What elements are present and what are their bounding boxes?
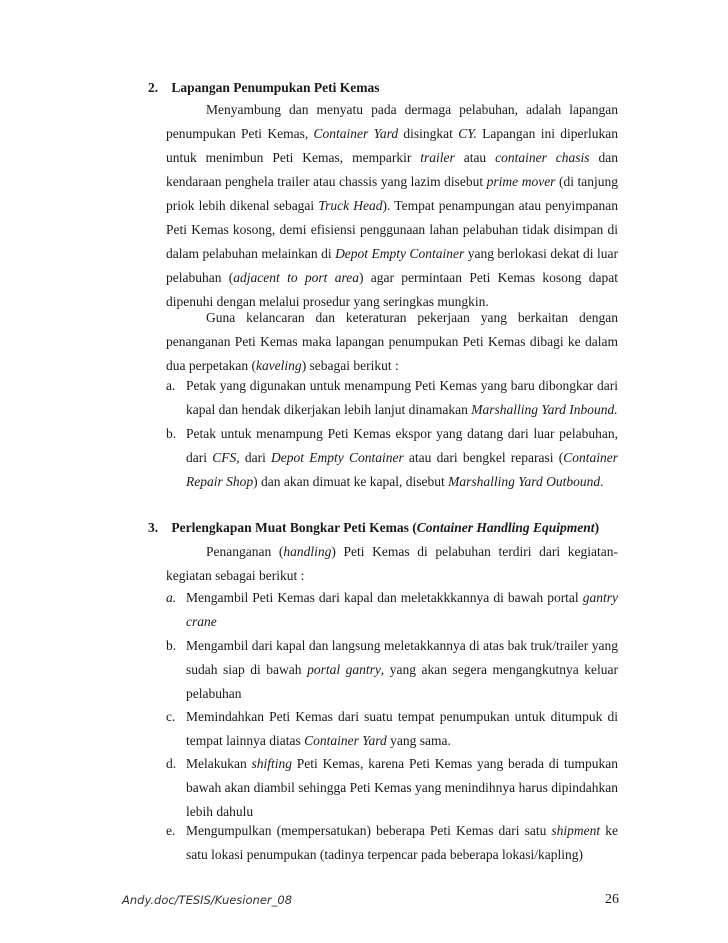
section-3-paragraph-1: Penanganan (handling) Peti Kemas di pelabuhan terdiri dari kegiatan-kegiatan sebagai berikut : [166,544,618,583]
italic-term: Depot Empty Container [335,246,465,261]
section-3-list-item-b [166,634,618,706]
list-item-text: Mengambil Peti Kemas dari kapal dan meletakkkannya di bawah portal gantry crane [186,590,618,629]
italic-term: handling [283,544,332,559]
section-2-heading [148,80,380,96]
italic-term: Marshalling Yard Inbound. [471,402,618,417]
list-item-label: b. [166,638,177,653]
italic-term: portal gantry [307,662,381,677]
list-item-label: d. [166,756,177,771]
section-3-list-item-c [166,705,618,753]
list-item-text: Petak yang digunakan untuk menampung Peti Kemas yang baru dibongkar dari kapal dan hendak dikerjakan lebih lanjut dinamakan Marshalling Yard Inbound. [186,378,618,417]
list-item-label: b. [166,426,177,441]
italic-term: Container Handling Equipment [416,520,595,535]
list-item-label: e. [166,823,176,838]
italic-term: adjacent to port area [233,270,359,285]
section-3-number: 3. [148,520,159,535]
list-item-text: Petak untuk menampung Peti Kemas ekspor yang datang dari luar pelabuhan, dari CFS, dari Depot Empty Container atau dari bengkel reparasi (Container Repair Shop) dan akan dimuat ke kapal, disebut Marshalling Yard Outbound. [186,426,618,489]
italic-term: container chasis [495,150,590,165]
section-3-list-item-a [166,586,618,634]
section-2-number: 2. [148,80,159,95]
section-3-list-item-e [166,819,618,867]
section-3-list-item-d [166,752,618,824]
italic-term: Container Yard [304,733,387,748]
italic-term: Marshalling Yard Outbound [448,474,601,489]
italic-term: prime mover [486,174,556,189]
page-number: 26 [605,892,619,907]
list-item-label: a. [166,590,177,605]
list-item-label: a. [166,378,176,393]
italic-term: kaveling [255,358,302,373]
section-3-title: Perlengkapan Muat Bongkar Peti Kemas (Container Handling Equipment) [171,520,600,535]
list-item-text: Mengumpulkan (mempersatukan) beberapa Peti Kemas dari satu shipment ke satu lokasi penumpukan (tadinya terpencar pada beberapa lokasi/kapling) [186,823,618,862]
section-3-heading [148,520,599,536]
list-item-text: Memindahkan Peti Kemas dari suatu tempat penumpukan untuk ditumpuk di tempat lainnya diatas Container Yard yang sama. [186,709,618,748]
list-item-text: Mengambil dari kapal dan langsung meletakkannya di atas bak truk/trailer yang sudah siap di bawah portal gantry, yang akan segera mengangkutnya keluar pelabuhan [186,638,618,701]
footer-file-path: Andy.doc/TESIS/Kuesioner_08 [122,893,293,907]
italic-term: shipment [551,823,601,838]
italic-term: CFS, [212,450,240,465]
italic-term: Container Repair Shop [186,450,618,489]
italic-term: Depot Empty Container [271,450,404,465]
section-2-list-item-a [166,374,618,422]
section-2-title: Lapangan Penumpukan Peti Kemas [171,80,380,95]
section-2-list-item-b [166,422,618,494]
italic-term: shifting [251,756,293,771]
list-item-label: c. [166,709,176,724]
italic-term: CY. [458,126,477,141]
section-2-paragraph-1: Menyambung dan menyatu pada dermaga pelabuhan, adalah lapangan penumpukan Peti Kemas, Container Yard disingkat CY. Lapangan ini diperlukan untuk menimbun Peti Kemas, memparkir trailer atau container chasis dan kendaraan penghela trailer atau chassis yang lazim disebut prime mover (di tanjung priok lebih dikenal sebagai Truck Head). Tempat penampungan atau penyimpanan Peti Kemas kosong, demi efisiensi penggunaan lahan pelabuhan tidak disimpan di dalam pelabuhan melainkan di Depot Empty Container yang berlokasi dekat di luar pelabuhan (adjacent to port area) agar permintaan Peti Kemas kosong dapat dipenuhi dengan melalui prosedur yang seringkas mungkin. [166,102,619,309]
italic-term: Container Yard [313,126,399,141]
italic-term: trailer [420,150,455,165]
italic-term: Truck Head [318,198,383,213]
list-item-text: Melakukan shifting Peti Kemas, karena Peti Kemas yang berada di tumpukan bawah akan diambil sehingga Peti Kemas yang menindihnya harus dipindahkan lebih dahulu [186,756,618,819]
section-2-paragraph-2: Guna kelancaran dan keteraturan pekerjaan yang berkaitan dengan penanganan Peti Kemas maka lapangan penumpukan Peti Kemas dibagi ke dalam dua perpetakan (kaveling) sebagai berikut : [166,310,618,373]
italic-term: gantry crane [186,590,618,629]
